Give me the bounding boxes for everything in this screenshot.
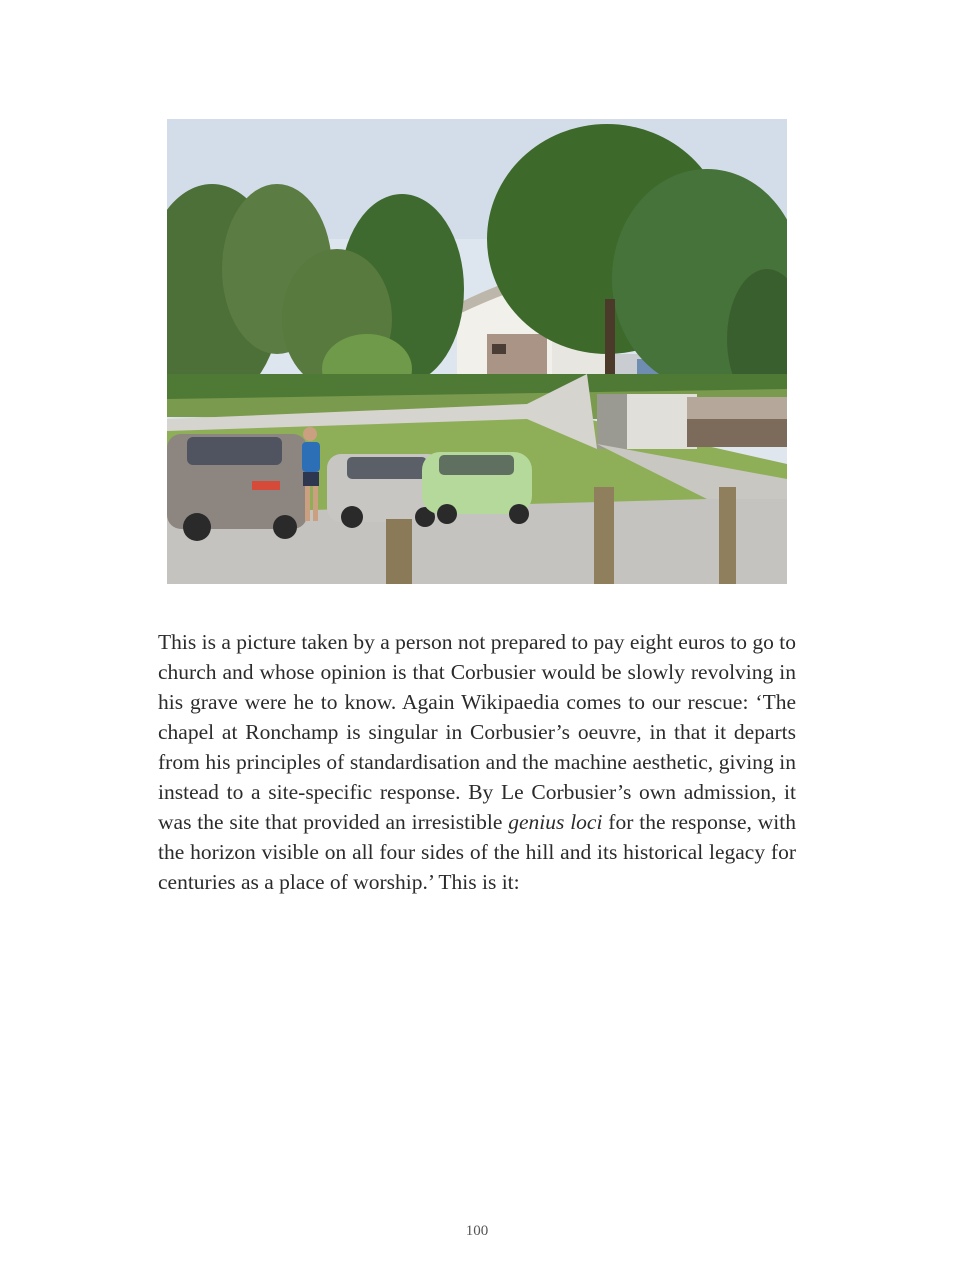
page-number: 100 [465,1223,489,1239]
body-paragraph [158,627,796,897]
paragraph-emphasis: genius loci [508,810,603,834]
paragraph-part-2: for the response, with the horizon visible on all four sides of the hill and its historical legacy for centuries as a place of worship.’ This is it: [158,810,797,894]
paragraph-part-1: This is a picture taken by a person not prepared to pay eight euros to go to church and whose opinion is that Corbusier would be slowly revolving in his grave were he to know. Again Wikipaedia comes to our rescue: ‘The chapel at Ronchamp is singular in Corbusier’s oeuvre, in that it departs from his principles of standardisation and the machine aesthetic, giving in instead to a site-specific response. By Le Corbusier’s own admission, it was the site that provided an irresistible [158,630,796,834]
chapel-parking-photo [167,119,787,584]
photo-illustration [167,119,787,584]
